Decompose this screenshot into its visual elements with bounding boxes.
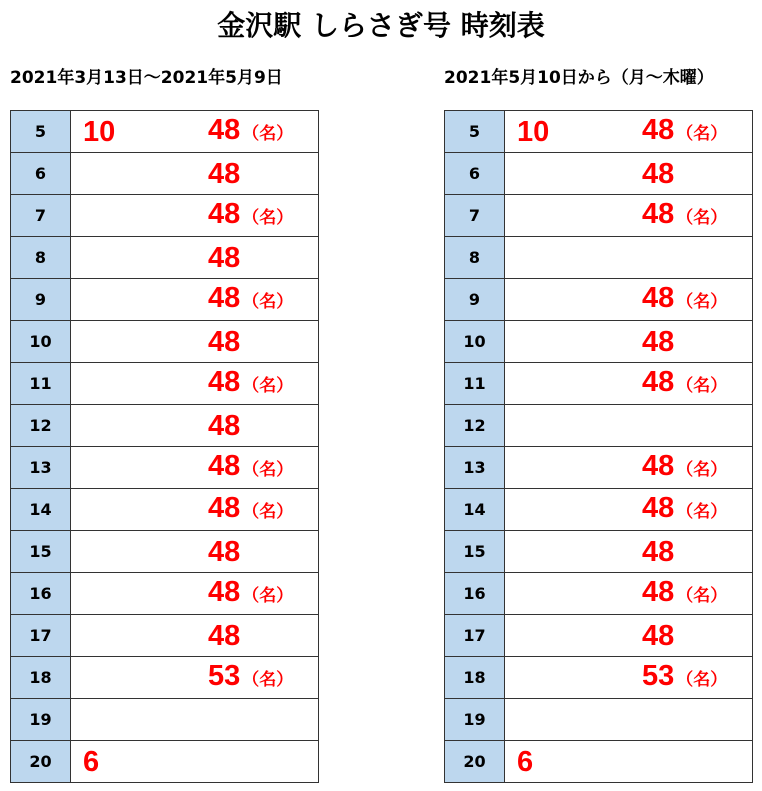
departure-minute-group	[642, 282, 727, 318]
minutes-cell	[71, 237, 319, 279]
hour-cell: 14	[11, 489, 71, 531]
hour-cell: 7	[11, 195, 71, 237]
timetable-row	[445, 741, 753, 783]
hour-cell: 5	[11, 111, 71, 153]
timetable-row	[11, 195, 319, 237]
hour-cell: 6	[11, 153, 71, 195]
departure-minute: 48	[208, 197, 241, 230]
departure-minute-group	[642, 366, 727, 402]
hour-cell: 5	[445, 111, 505, 153]
timetable-row	[11, 321, 319, 363]
timetable-row	[445, 363, 753, 405]
hour-cell: 10	[445, 321, 505, 363]
minutes-cell	[505, 531, 753, 573]
hour-cell: 20	[445, 741, 505, 783]
timetable-row	[445, 489, 753, 531]
hour-cell: 8	[445, 237, 505, 279]
timetable-row	[445, 321, 753, 363]
timetable-row	[11, 699, 319, 741]
nagoya-mark: （名）	[676, 291, 728, 312]
departure-minute-group	[208, 158, 240, 190]
nagoya-mark: （名）	[676, 501, 728, 522]
minutes-cell	[71, 195, 319, 237]
minutes-cell	[505, 111, 753, 153]
minutes-cell	[71, 489, 319, 531]
minutes-cell	[71, 321, 319, 363]
departure-minute: 48	[208, 281, 241, 314]
nagoya-mark: （名）	[242, 459, 294, 480]
timetable-row	[445, 195, 753, 237]
timetable-row	[11, 741, 319, 783]
nagoya-mark: （名）	[676, 375, 728, 396]
departure-minute: 48	[642, 535, 675, 568]
hour-cell: 16	[11, 573, 71, 615]
minutes-cell	[505, 657, 753, 699]
hour-cell: 18	[11, 657, 71, 699]
nagoya-mark: （名）	[676, 207, 728, 228]
minutes-cell	[71, 531, 319, 573]
departure-minute: 48	[208, 365, 241, 398]
departure-minute-group	[208, 576, 293, 612]
hour-cell: 16	[445, 573, 505, 615]
hour-cell: 12	[445, 405, 505, 447]
hour-cell: 8	[11, 237, 71, 279]
timetable-row	[445, 153, 753, 195]
departure-minute-group	[208, 450, 293, 486]
hour-cell: 14	[445, 489, 505, 531]
hour-cell: 19	[445, 699, 505, 741]
departure-minute-group	[642, 450, 727, 486]
timetable-row	[445, 531, 753, 573]
departure-minute: 53	[642, 659, 675, 692]
hour-cell: 12	[11, 405, 71, 447]
departure-minute-group	[642, 326, 674, 358]
departure-minute: 48	[208, 157, 241, 190]
nagoya-mark: （名）	[242, 123, 294, 144]
timetable-row	[11, 447, 319, 489]
nagoya-mark: （名）	[242, 585, 294, 606]
timetable-row	[11, 111, 319, 153]
departure-minute-group	[208, 410, 240, 442]
minutes-cell	[505, 741, 753, 783]
hour-cell: 17	[445, 615, 505, 657]
departure-minute-group	[642, 536, 674, 568]
timetable-row	[11, 489, 319, 531]
departure-minute: 48	[208, 535, 241, 568]
departure-minute-group	[208, 326, 240, 358]
minutes-cell	[505, 489, 753, 531]
timetable-row	[445, 699, 753, 741]
departure-minute-group	[642, 620, 674, 652]
departure-minute: 48	[208, 409, 241, 442]
timetable-row	[445, 657, 753, 699]
departure-minute: 48	[642, 157, 675, 190]
hour-cell: 18	[445, 657, 505, 699]
hour-cell: 15	[11, 531, 71, 573]
hour-cell: 13	[445, 447, 505, 489]
minutes-cell	[71, 111, 319, 153]
departure-minute: 48	[642, 619, 675, 652]
hour-cell: 17	[11, 615, 71, 657]
departure-minute-group	[208, 536, 240, 568]
hour-cell: 7	[445, 195, 505, 237]
timetable-row	[445, 111, 753, 153]
hour-cell: 9	[11, 279, 71, 321]
timetable-row	[445, 405, 753, 447]
minutes-cell	[505, 573, 753, 615]
minutes-cell	[71, 657, 319, 699]
minutes-cell	[71, 363, 319, 405]
departure-minute: 48	[642, 575, 675, 608]
nagoya-mark: （名）	[242, 291, 294, 312]
hour-cell: 11	[11, 363, 71, 405]
departure-minute-group	[208, 114, 293, 150]
minutes-cell	[505, 279, 753, 321]
departure-minute-group	[208, 282, 293, 318]
minutes-cell	[71, 615, 319, 657]
timetable-row	[11, 573, 319, 615]
minutes-cell	[71, 405, 319, 447]
timetable-row	[445, 573, 753, 615]
timetable-row	[445, 447, 753, 489]
timetable-row	[11, 153, 319, 195]
departure-minute: 10	[517, 115, 550, 148]
hour-cell: 11	[445, 363, 505, 405]
timetable-row	[445, 615, 753, 657]
departure-minute: 48	[642, 325, 675, 358]
departure-minute: 48	[208, 325, 241, 358]
departure-minute: 48	[208, 491, 241, 524]
departure-minute-group	[642, 158, 674, 190]
timetable-row	[11, 657, 319, 699]
departure-minute-group	[642, 660, 727, 696]
departure-minute: 48	[208, 113, 241, 146]
page-title: 金沢駅 しらさぎ号 時刻表	[217, 9, 545, 42]
timetable-right	[444, 110, 753, 783]
departure-minute: 48	[642, 197, 675, 230]
departure-minute: 48	[642, 113, 675, 146]
timetable-row	[11, 363, 319, 405]
departure-minute-group	[208, 366, 293, 402]
departure-minute-group	[208, 620, 240, 652]
hour-cell: 10	[11, 321, 71, 363]
timetable-row	[445, 279, 753, 321]
departure-minute-group	[208, 492, 293, 528]
minutes-cell	[505, 699, 753, 741]
departure-minute: 6	[517, 745, 534, 778]
minutes-cell	[505, 153, 753, 195]
minutes-cell	[505, 321, 753, 363]
hour-cell: 9	[445, 279, 505, 321]
minutes-cell	[71, 279, 319, 321]
minutes-cell	[505, 195, 753, 237]
timetable-row	[11, 279, 319, 321]
minutes-cell	[505, 447, 753, 489]
nagoya-mark: （名）	[242, 207, 294, 228]
departure-minute-group	[642, 114, 727, 150]
departure-minute: 48	[208, 449, 241, 482]
departure-minute-group	[208, 660, 293, 696]
departure-minute: 10	[83, 115, 116, 148]
hour-cell: 6	[445, 153, 505, 195]
hour-cell: 20	[11, 741, 71, 783]
departure-minute: 48	[642, 281, 675, 314]
minutes-cell	[71, 699, 319, 741]
departure-minute: 53	[208, 659, 241, 692]
timetable-left	[10, 110, 319, 783]
left-period-label: 2021年3月13日～2021年5月9日	[10, 68, 283, 88]
timetable-row	[11, 237, 319, 279]
minutes-cell	[71, 447, 319, 489]
nagoya-mark: （名）	[242, 375, 294, 396]
nagoya-mark: （名）	[242, 669, 294, 690]
departure-minute-group	[642, 198, 727, 234]
right-period-label: 2021年5月10日から（月～木曜）	[444, 68, 714, 88]
timetable-row	[11, 531, 319, 573]
timetable-row	[11, 615, 319, 657]
departure-minute-group	[208, 242, 240, 274]
timetable-row	[445, 237, 753, 279]
departure-minute: 48	[208, 575, 241, 608]
minutes-cell	[505, 405, 753, 447]
minutes-cell	[71, 573, 319, 615]
nagoya-mark: （名）	[676, 459, 728, 480]
departure-minute-group	[642, 576, 727, 612]
departure-minute: 48	[642, 449, 675, 482]
nagoya-mark: （名）	[242, 501, 294, 522]
timetable-row	[11, 405, 319, 447]
departure-minute: 6	[83, 745, 100, 778]
minutes-cell	[71, 153, 319, 195]
nagoya-mark: （名）	[676, 123, 728, 144]
departure-minute: 48	[208, 241, 241, 274]
departure-minute-group	[208, 198, 293, 234]
departure-minute-group	[642, 492, 727, 528]
departure-minute: 48	[642, 365, 675, 398]
minutes-cell	[505, 237, 753, 279]
departure-minute: 48	[208, 619, 241, 652]
departure-minute: 48	[642, 491, 675, 524]
minutes-cell	[71, 741, 319, 783]
hour-cell: 13	[11, 447, 71, 489]
nagoya-mark: （名）	[676, 669, 728, 690]
nagoya-mark: （名）	[676, 585, 728, 606]
hour-cell: 19	[11, 699, 71, 741]
hour-cell: 15	[445, 531, 505, 573]
minutes-cell	[505, 363, 753, 405]
minutes-cell	[505, 615, 753, 657]
